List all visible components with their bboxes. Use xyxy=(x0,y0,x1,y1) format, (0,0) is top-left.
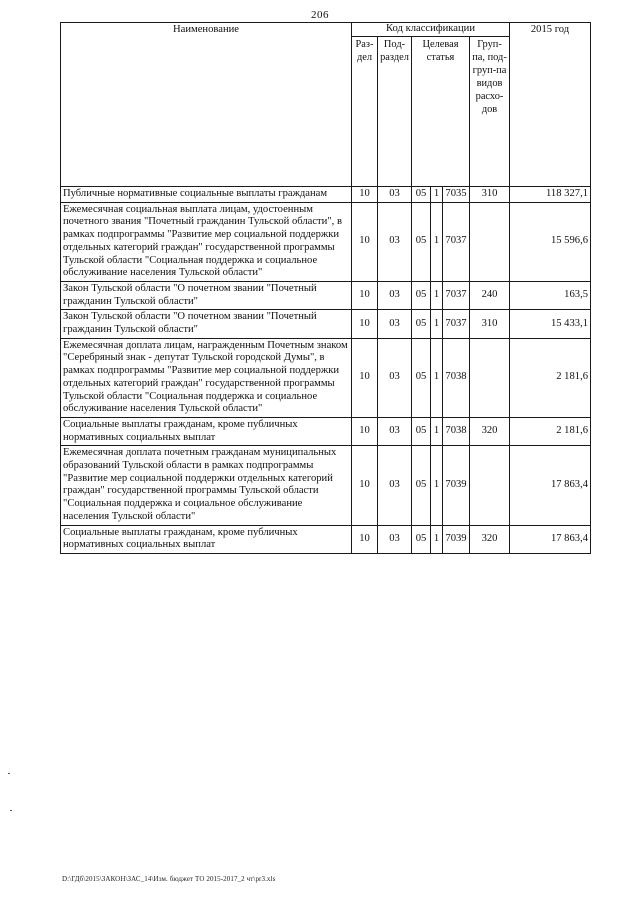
header-name: Наименование xyxy=(61,23,352,187)
row-name: Закон Тульской области "О почетном звании "Почетный гражданин Тульской области" xyxy=(61,281,352,309)
row-amount: 15 433,1 xyxy=(510,310,591,338)
row-amount: 17 863,4 xyxy=(510,446,591,525)
row-cs-program: 05 xyxy=(412,187,431,203)
row-vr: 320 xyxy=(470,417,510,445)
row-cs-program: 05 xyxy=(412,202,431,281)
row-cs-code: 7035 xyxy=(443,187,470,203)
table-row xyxy=(61,187,591,203)
row-vr xyxy=(470,446,510,525)
row-amount: 118 327,1 xyxy=(510,187,591,203)
row-vr: 310 xyxy=(470,310,510,338)
header-subsection: Под-раздел xyxy=(378,37,412,187)
row-cs-subprogram: 1 xyxy=(431,525,443,553)
row-razdel: 10 xyxy=(352,202,378,281)
row-podrazdel: 03 xyxy=(378,310,412,338)
row-cs-subprogram: 1 xyxy=(431,417,443,445)
row-name: Публичные нормативные социальные выплаты гражданам xyxy=(61,187,352,203)
file-path-footer: D:\ГДб\2015\ЗАКОН\ЗАС_14\Изм. бюджет ТО 2015-2017_2 чт\pr3.xls xyxy=(62,875,276,883)
row-razdel: 10 xyxy=(352,187,378,203)
row-cs-subprogram: 1 xyxy=(431,281,443,309)
row-cs-code: 7037 xyxy=(443,281,470,309)
row-vr: 310 xyxy=(470,187,510,203)
row-name: Ежемесячная доплата почетным гражданам муниципальных образований Тульской области в рамках подпрограммы "Развитие мер социальной поддержки отдельных категорий граждан" государственной программы Тульской области "Социальная поддержка и социальное обслуживание населения Тульской области" xyxy=(61,446,352,525)
row-razdel: 10 xyxy=(352,338,378,417)
budget-table xyxy=(60,22,591,554)
table-row xyxy=(61,310,591,338)
row-vr: 240 xyxy=(470,281,510,309)
row-cs-code: 7037 xyxy=(443,202,470,281)
row-razdel: 10 xyxy=(352,446,378,525)
table-row xyxy=(61,417,591,445)
row-amount: 163,5 xyxy=(510,281,591,309)
row-cs-subprogram: 1 xyxy=(431,338,443,417)
header-section: Раз-дел xyxy=(352,37,378,187)
row-cs-subprogram: 1 xyxy=(431,202,443,281)
row-cs-code: 7038 xyxy=(443,338,470,417)
row-podrazdel: 03 xyxy=(378,525,412,553)
row-vr xyxy=(470,338,510,417)
row-cs-subprogram: 1 xyxy=(431,187,443,203)
row-cs-program: 05 xyxy=(412,417,431,445)
scan-speck xyxy=(10,810,12,811)
header-target-article: Целевая статья xyxy=(412,37,470,187)
row-podrazdel: 03 xyxy=(378,202,412,281)
row-cs-program: 05 xyxy=(412,310,431,338)
row-podrazdel: 03 xyxy=(378,338,412,417)
page-number: 206 xyxy=(311,9,329,21)
row-cs-code: 7038 xyxy=(443,417,470,445)
row-podrazdel: 03 xyxy=(378,446,412,525)
row-cs-program: 05 xyxy=(412,281,431,309)
header-year: 2015 год xyxy=(510,23,591,187)
row-cs-program: 05 xyxy=(412,338,431,417)
row-vr xyxy=(470,202,510,281)
row-razdel: 10 xyxy=(352,525,378,553)
row-name: Социальные выплаты гражданам, кроме публичных нормативных социальных выплат xyxy=(61,525,352,553)
row-amount: 2 181,6 xyxy=(510,338,591,417)
row-name: Ежемесячная доплата лицам, награжденным Почетным знаком "Серебряный знак - депутат Тульской городской Думы", в рамках подпрограммы "Развитие мер социальной поддержки отдельных категорий граждан" государственной программы Тульской области "Социальная поддержка и социальное обслуживание населения Тульской области" xyxy=(61,338,352,417)
row-razdel: 10 xyxy=(352,417,378,445)
row-name: Закон Тульской области "О почетном звании "Почетный гражданин Тульской области" xyxy=(61,310,352,338)
row-cs-program: 05 xyxy=(412,446,431,525)
row-razdel: 10 xyxy=(352,310,378,338)
row-vr: 320 xyxy=(470,525,510,553)
row-podrazdel: 03 xyxy=(378,187,412,203)
header-row-top xyxy=(61,23,591,37)
row-podrazdel: 03 xyxy=(378,281,412,309)
table-row xyxy=(61,202,591,281)
row-razdel: 10 xyxy=(352,281,378,309)
scan-speck xyxy=(8,773,10,774)
row-cs-program: 05 xyxy=(412,525,431,553)
row-amount: 2 181,6 xyxy=(510,417,591,445)
header-classification: Код классификации xyxy=(352,23,510,37)
row-cs-subprogram: 1 xyxy=(431,446,443,525)
row-cs-subprogram: 1 xyxy=(431,310,443,338)
table-row xyxy=(61,446,591,525)
row-podrazdel: 03 xyxy=(378,417,412,445)
table-row xyxy=(61,525,591,553)
row-cs-code: 7039 xyxy=(443,525,470,553)
table-row xyxy=(61,338,591,417)
row-cs-code: 7039 xyxy=(443,446,470,525)
table-body xyxy=(61,187,591,554)
table-row xyxy=(61,281,591,309)
row-name: Ежемесячная социальная выплата лицам, удостоенным почетного звания "Почетный гражданин Тульской области", в рамках подпрограммы "Развитие мер социальной поддержки отдельных категорий граждан" государственной программы Тульской области "Социальная поддержка и социальное обслуживание населения Тульской области" xyxy=(61,202,352,281)
row-cs-code: 7037 xyxy=(443,310,470,338)
row-amount: 15 596,6 xyxy=(510,202,591,281)
row-name: Социальные выплаты гражданам, кроме публичных нормативных социальных выплат xyxy=(61,417,352,445)
header-expense-group: Груп-па, под-груп-па видов расхо-дов xyxy=(470,37,510,187)
row-amount: 17 863,4 xyxy=(510,525,591,553)
